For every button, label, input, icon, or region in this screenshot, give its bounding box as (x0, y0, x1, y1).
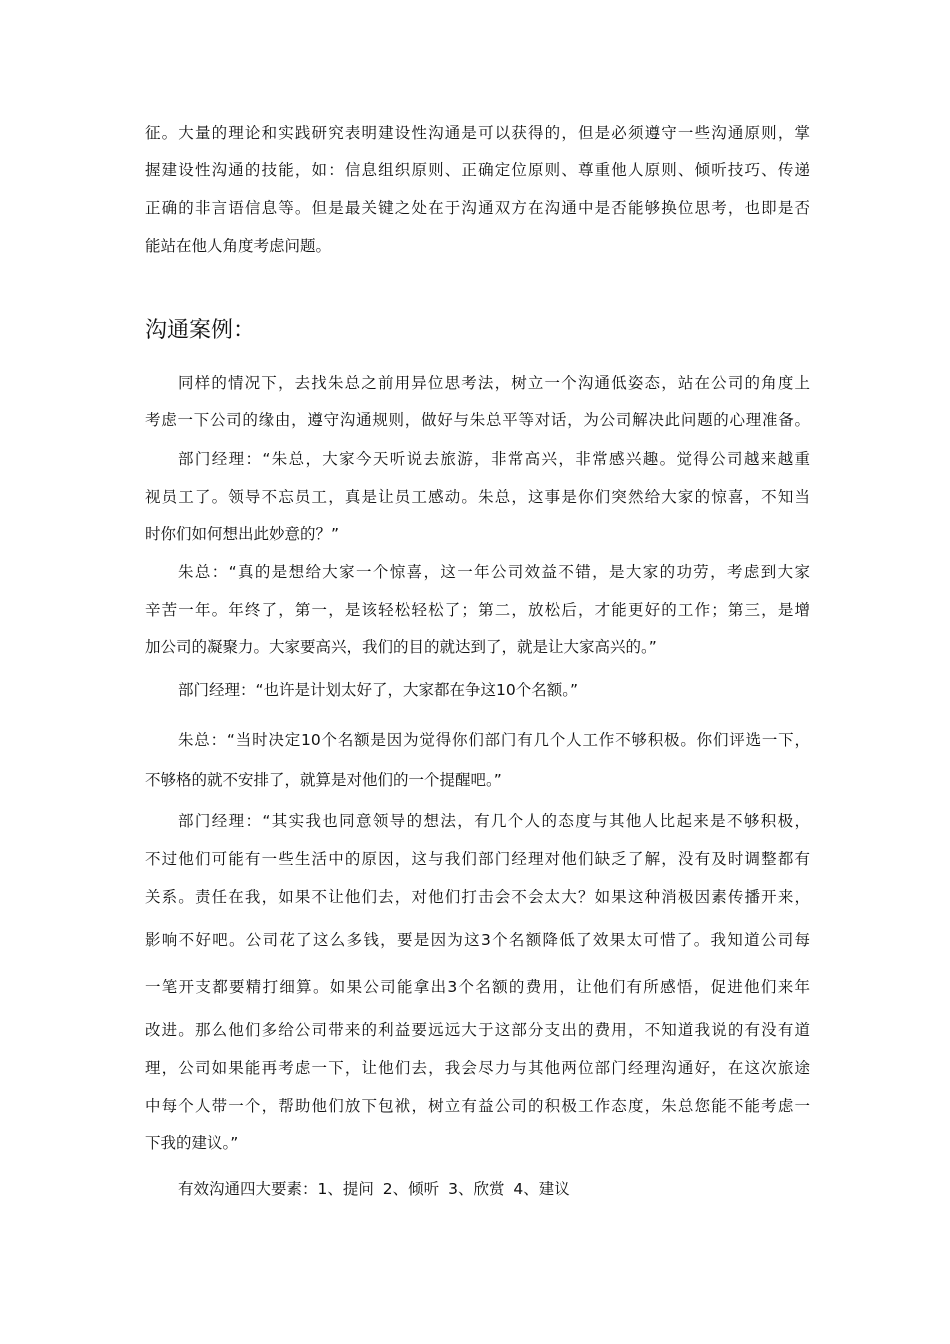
dialog-5-line-5: 一笔开支都要精打细算。如果公司能拿出3个名额的费用，让他们有所感悟，促进他们来年 (145, 978, 810, 996)
dialog-5-line-6: 改进。那么他们多给公司带来的利益要远远大于这部分支出的费用，不知道我说的有没有道 (145, 1021, 810, 1039)
intro-line-1: 征。大量的理论和实践研究表明建设性沟通是可以获得的，但是必须遵守一些沟通原则，掌 (145, 124, 810, 142)
dialog-2-line-1: 朱总：“真的是想给大家一个惊喜，这一年公司效益不错，是大家的功劳，考虑到大家 (178, 563, 810, 581)
dialog-1-line-3: 时你们如何想出此妙意的？” (145, 525, 340, 543)
dialog-5-line-2: 不过他们可能有一些生活中的原因，这与我们部门经理对他们缺乏了解，没有及时调整都有 (145, 850, 810, 868)
dialog-1-line-1: 部门经理：“朱总，大家今天听说去旅游，非常高兴，非常感兴趣。觉得公司越来越重 (178, 450, 810, 468)
dialog-2-line-3: 加公司的凝聚力。大家要高兴，我们的目的就达到了，就是让大家高兴的。” (145, 638, 657, 656)
case-line-1: 同样的情况下，去找朱总之前用异位思考法，树立一个沟通低姿态，站在公司的角度上 (178, 374, 810, 392)
case-line-2: 考虑一下公司的缘由，遵守沟通规则，做好与朱总平等对话，为公司解决此问题的心理准备。 (145, 411, 810, 429)
dialog-5-line-1: 部门经理：“其实我也同意领导的想法，有几个人的态度与其他人比起来是不够积极， (178, 812, 810, 830)
summary-line: 有效沟通四大要素：1、提问 2、倾听 3、欣赏 4、建议 (178, 1180, 570, 1198)
dialog-5-line-4: 影响不好吧。公司花了这么多钱，要是因为这3个名额降低了效果太可惜了。我知道公司每 (145, 931, 810, 949)
dialog-5-line-7: 理，公司如果能再考虑一下，让他们去，我会尽力与其他两位部门经理沟通好，在这次旅途 (145, 1059, 810, 1077)
dialog-3-line-1: 部门经理：“也许是计划太好了，大家都在争这10个名额。” (178, 681, 579, 699)
dialog-5-line-3: 关系。责任在我，如果不让他们去，对他们打击会不会太大？如果这种消极因素传播开来， (145, 888, 810, 906)
dialog-4-line-2: 不够格的就不安排了，就算是对他们的一个提醒吧。” (145, 771, 502, 789)
intro-line-2: 握建设性沟通的技能，如：信息组织原则、正确定位原则、尊重他人原则、倾听技巧、传递 (145, 161, 810, 179)
dialog-1-line-2: 视员工了。领导不忘员工，真是让员工感动。朱总，这事是你们突然给大家的惊喜，不知当 (145, 488, 810, 506)
section-heading: 沟通案例： (145, 318, 256, 343)
intro-line-3: 正确的非言语信息等。但是最关键之处在于沟通双方在沟通中是否能够换位思考，也即是否 (145, 199, 810, 217)
dialog-4-line-1: 朱总：“当时决定10个名额是因为觉得你们部门有几个人工作不够积极。你们评选一下， (178, 731, 810, 749)
dialog-5-line-9: 下我的建议。” (145, 1134, 239, 1152)
dialog-5-line-8: 中每个人带一个，帮助他们放下包袱，树立有益公司的积极工作态度，朱总您能不能考虑一 (145, 1097, 810, 1115)
dialog-2-line-2: 辛苦一年。年终了，第一，是该轻松轻松了；第二，放松后，才能更好的工作；第三，是增 (145, 601, 810, 619)
intro-line-4: 能站在他人角度考虑问题。 (145, 237, 332, 255)
